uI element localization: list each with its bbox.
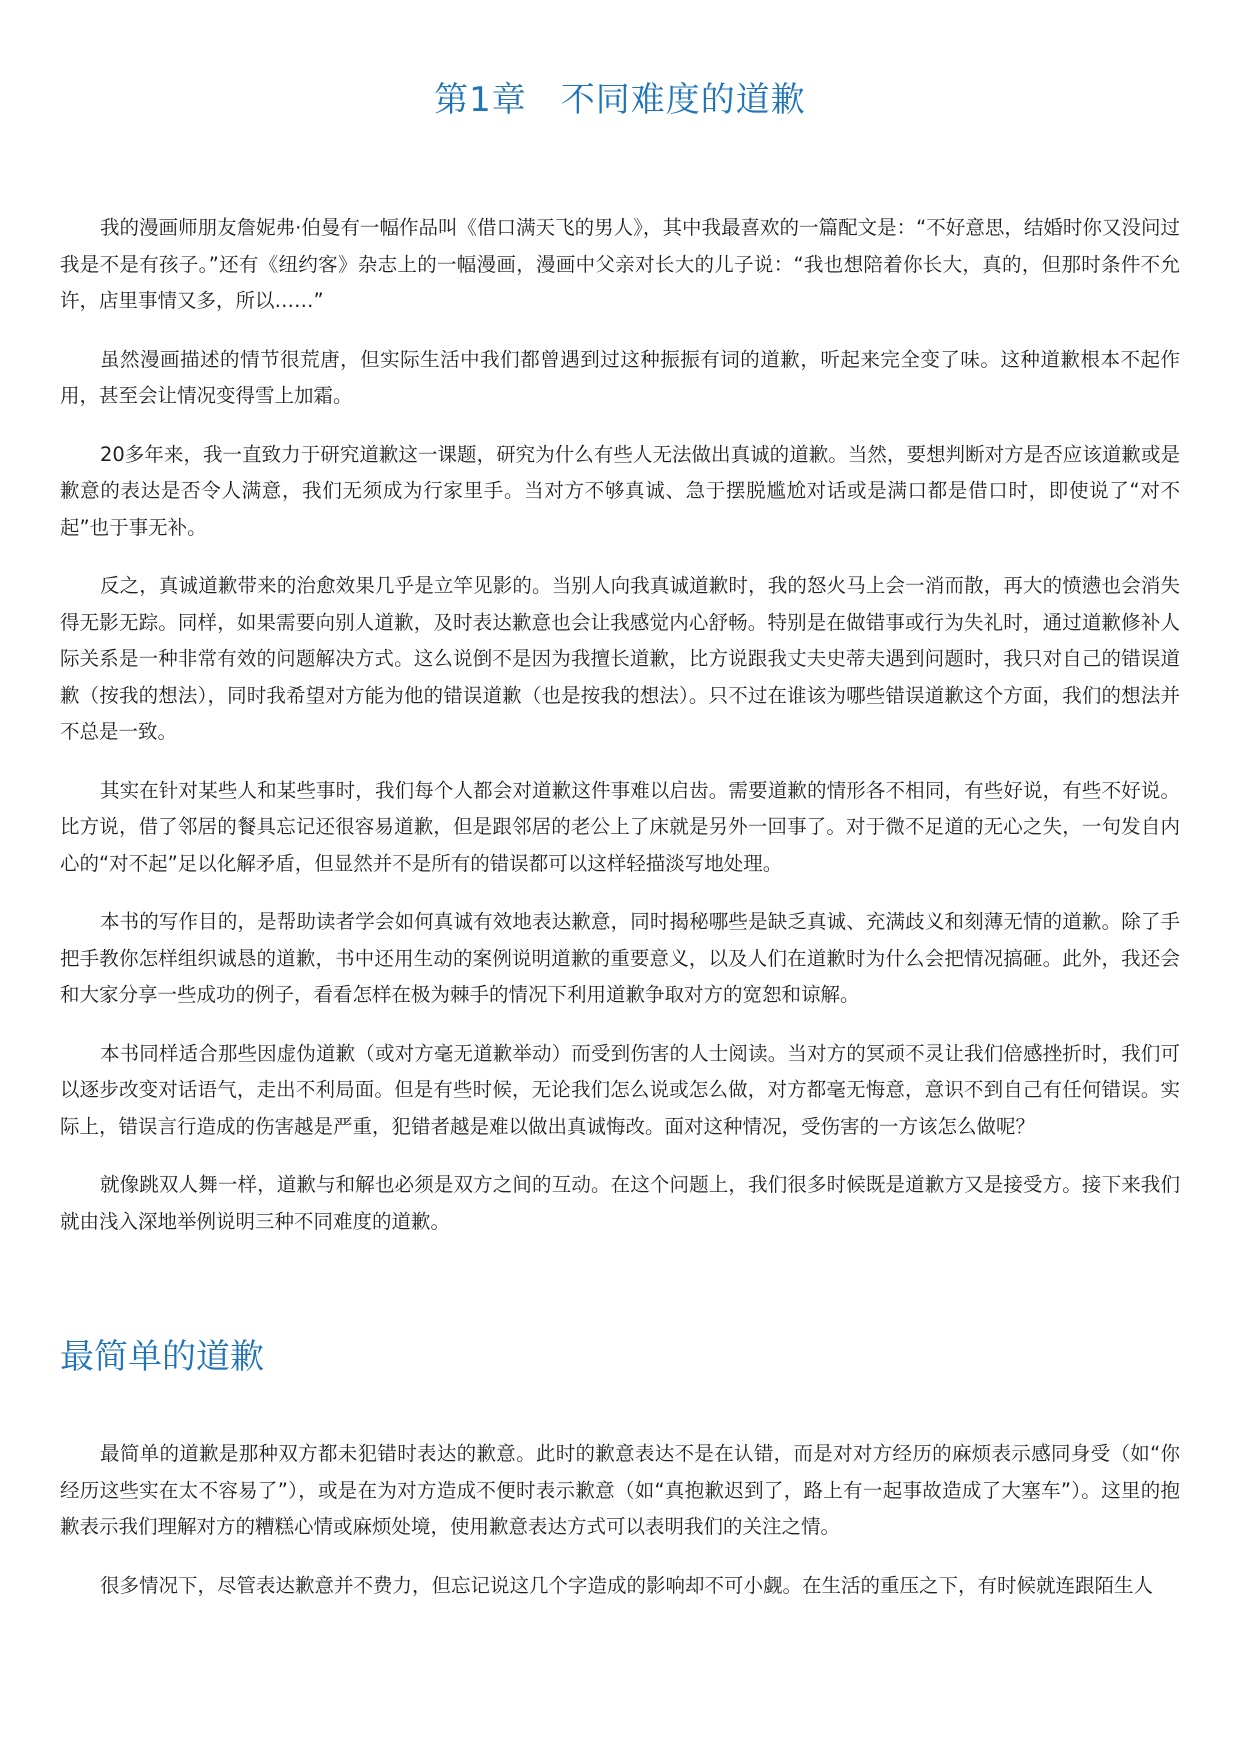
section-title: 最简单的道歉 — [60, 1337, 264, 1377]
paragraph: 20多年来，我一直致力于研究道歉这一课题，研究为什么有些人无法做出真诚的道歉。当然，要想判断对方是否应该道歉或是歉意的表达是否令人满意，我们无须成为行家里手。当对方不够真诚、急于摆脱尴尬对话或是满口都是借口时，即使说了“对不起”也于事无补。 — [60, 442, 1180, 539]
paragraph: 很多情况下，尽管表达歉意并不费力，但忘记说这几个字造成的影响却不可小觑。在生活的重压之下，有时候就连跟陌生人 — [100, 1573, 1154, 1597]
chapter-title — [60, 0, 1180, 126]
paragraph: 其实在针对某些人和某些事时，我们每个人都会对道歉这件事难以启齿。需要道歉的情形各不相同，有些好说，有些不好说。比方说，借了邻居的餐具忘记还很容易道歉，但是跟邻居的老公上了床就是另外一回事了。对于微不足道的无心之失，一句发自内心的“对不起”足以化解矛盾，但显然并不是所有的错误都可以这样轻描淡写地处理。 — [60, 778, 1180, 875]
paragraph: 最简单的道歉是那种双方都未犯错时表达的歉意。此时的歉意表达不是在认错，而是对对方经历的麻烦表示感同身受（如“你经历这些实在太不容易了”），或是在为对方造成不便时表示歉意（如“真抱歉迟到了，路上有一起事故造成了大塞车”）。这里的抱歉表示我们理解对方的糟糕心情或麻烦处境，使用歉意表达方式可以表明我们的关注之情。 — [60, 1442, 1180, 1538]
paragraph: 本书同样适合那些因虚伪道歉（或对方毫无道歉举动）而受到伤害的人士阅读。当对方的冥顽不灵让我们倍感挫折时，我们可以逐步改变对话语气，走出不利局面。但是有些时候，无论我们怎么说或怎么做，对方都毫无悔意，意识不到自己有任何错误。实际上，错误言行造成的伤害越是严重，犯错者越是难以做出真诚悔改。面对这种情况，受伤害的一方该怎么做呢？ — [60, 1041, 1180, 1138]
paragraph: 本书的写作目的，是帮助读者学会如何真诚有效地表达歉意，同时揭秘哪些是缺乏真诚、充满歧义和刻薄无情的道歉。除了手把手教你怎样组织诚恳的道歉，书中还用生动的案例说明道歉的重要意义，以及人们在道歉时为什么会把情况搞砸。此外，我还会和大家分享一些成功的例子，看看怎样在极为棘手的情况下利用道歉争取对方的宽恕和谅解。 — [60, 910, 1180, 1006]
paragraph: 反之，真诚道歉带来的治愈效果几乎是立竿见影的。当别人向我真诚道歉时，我的怒火马上会一消而散，再大的愤懑也会消失得无影无踪。同样，如果需要向别人道歉，及时表达歉意也会让我感觉内心舒畅。特别是在做错事或行为失礼时，通过道歉修补人际关系是一种非常有效的问题解决方式。这么说倒不是因为我擅长道歉，比方说跟我丈夫史蒂夫遇到问题时，我只对自己的错误道歉（按我的想法），同时我希望对方能为他的错误道歉（也是按我的想法）。只不过在谁该为哪些错误道歉这个方面，我们的想法并不总是一致。 — [60, 574, 1180, 743]
paragraph: 虽然漫画描述的情节很荒唐，但实际生活中我们都曾遇到过这种振振有词的道歉，听起来完全变了味。这种道歉根本不起作用，甚至会让情况变得雪上加霜。 — [60, 347, 1180, 407]
chapter-name: 不同难度的道歉 — [560, 80, 806, 120]
paragraph: 就像跳双人舞一样，道歉与和解也必须是双方之间的互动。在这个问题上，我们很多时候既是道歉方又是接受方。接下来我们就由浅入深地举例说明三种不同难度的道歉。 — [60, 1173, 1180, 1233]
chapter-number: 第1章 — [434, 80, 527, 120]
chapter-intro — [60, 210, 1180, 1240]
section-body — [60, 1436, 1180, 1604]
paragraph: 我的漫画师朋友詹妮弗·伯曼有一幅作品叫《借口满天飞的男人》，其中我最喜欢的一篇配文是：“不好意思，结婚时你又没问过我是不是有孩子。”还有《纽约客》杂志上的一幅漫画，漫画中父亲对长大的儿子说：“我也想陪着你长大，真的，但那时条件不允许，店里事情又多，所以……” — [60, 216, 1180, 312]
